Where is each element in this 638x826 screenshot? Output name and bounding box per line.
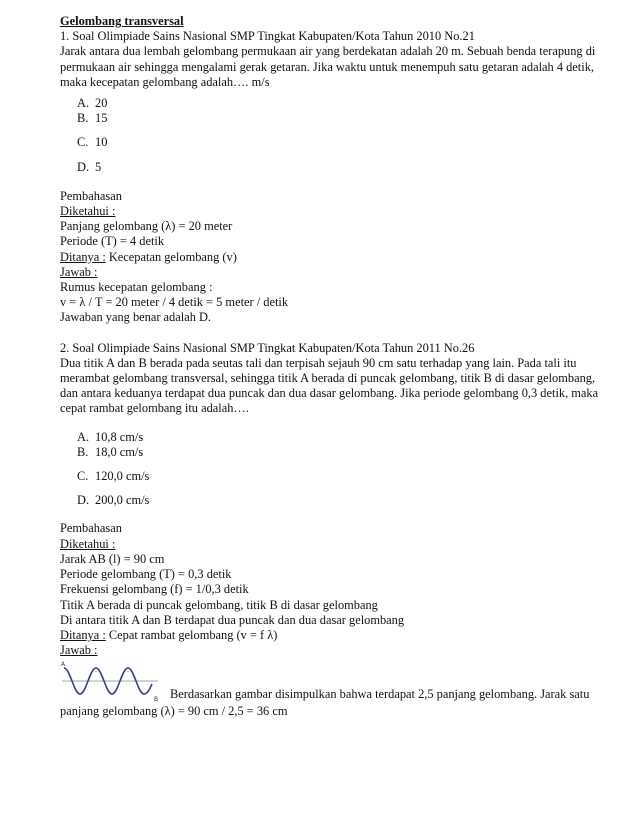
q2-ditanya-label: Ditanya : (60, 627, 106, 642)
q2-body-line: Dua titik A dan B berada pada seutas tali dan terpisah sejauh 90 cm satu terhadap yang lain. Pada tali itu (60, 355, 577, 370)
q2-answer-line: Berdasarkan gambar disimpulkan bahwa terdapat 2,5 panjang gelombang. Jarak satu (170, 687, 590, 702)
wave-diagram (60, 658, 166, 704)
q2-known-line: Frekuensi gelombang (f) = 1/0,3 detik (60, 582, 249, 597)
q2-option-a: A. 10,8 cm/s (77, 429, 144, 444)
q1-diketahui-label: Diketahui : (60, 204, 116, 219)
q2-body-line: merambat gelombang transversal, sehingga titik A berada di puncak gelombang, titik B di dasar gelombang, (60, 371, 596, 386)
wave-figure-row (60, 658, 610, 704)
q1-pembahasan-label: Pembahasan (60, 188, 122, 203)
q1-ditanya-line (60, 250, 610, 265)
q2-diketahui-label: Diketahui : (60, 536, 116, 551)
q1-body-line: permukaan air sehingga mengalami gerak getaran. Jika waktu untuk menempuh satu getaran adalah 4 detik, (60, 59, 594, 74)
q1-option-c: C. 10 (77, 135, 108, 150)
q2-pembahasan-label: Pembahasan (60, 521, 122, 536)
q1-jawab-label: Jawab : (60, 264, 98, 279)
q2-option-b: B. 18,0 cm/s (77, 444, 144, 459)
q2-options (77, 430, 610, 509)
q2-option-d: D. 200,0 cm/s (77, 493, 150, 508)
q2-known-line: Periode gelombang (T) = 0,3 detik (60, 567, 232, 582)
q1-ditanya-text: Kecepatan gelombang (v) (105, 249, 237, 264)
q1-heading: 1. Soal Olimpiade Sains Nasional SMP Tingkat Kabupaten/Kota Tahun 2010 No.21 (60, 29, 475, 44)
q1-answer-line: v = λ / T = 20 meter / 4 detik = 5 meter / detik (60, 295, 289, 310)
q2-ditanya-line (60, 628, 610, 643)
q1-known-line: Periode (T) = 4 detik (60, 234, 165, 249)
q2-known-line: Di antara titik A dan B terdapat dua puncak dan dua dasar gelombang (60, 612, 405, 627)
q1-option-d: D. 5 (77, 159, 102, 174)
q2-heading: 2. Soal Olimpiade Sains Nasional SMP Tingkat Kabupaten/Kota Tahun 2011 No.26 (60, 340, 475, 355)
q2-known-line: Jarak AB (l) = 90 cm (60, 551, 165, 566)
document-title: Gelombang transversal (60, 14, 184, 28)
q1-answer-line: Jawaban yang benar adalah D. (60, 310, 212, 325)
wave-label-b: B (154, 696, 159, 704)
q1-option-b: B. 15 (77, 111, 108, 126)
q1-body-line: maka kecepatan gelombang adalah…. m/s (60, 74, 270, 89)
q1-answer-line: Rumus kecepatan gelombang : (60, 280, 213, 295)
q1-options (77, 96, 610, 175)
q2-ditanya-text: Cepat rambat gelombang (v = f λ) (105, 627, 278, 642)
q2-jawab-label: Jawab : (60, 643, 98, 658)
q1-known-line: Panjang gelombang (λ) = 20 meter (60, 219, 233, 234)
q2-known-line: Titik A berada di puncak gelombang, titik B di dasar gelombang (60, 597, 378, 612)
q1-ditanya-label: Ditanya : (60, 249, 106, 264)
q2-body-line: cepat rambat gelombang itu adalah…. (60, 401, 249, 416)
q1-body-line: Jarak antara dua lembah gelombang permukaan air yang berdekatan adalah 20 m. Sebuah benda terapung di (60, 44, 596, 59)
q2-answer-line: panjang gelombang (λ) = 90 cm / 2,5 = 36 cm (60, 704, 288, 719)
q2-option-c: C. 120,0 cm/s (77, 469, 150, 484)
wave-label-a: A (61, 661, 66, 669)
q2-body-line: dan antara keduanya terdapat dua puncak dan dua dasar gelombang. Jika periode gelombang 0,3 detik, maka (60, 386, 599, 401)
q1-option-a: A. 20 (77, 96, 108, 111)
document-page (60, 14, 610, 720)
